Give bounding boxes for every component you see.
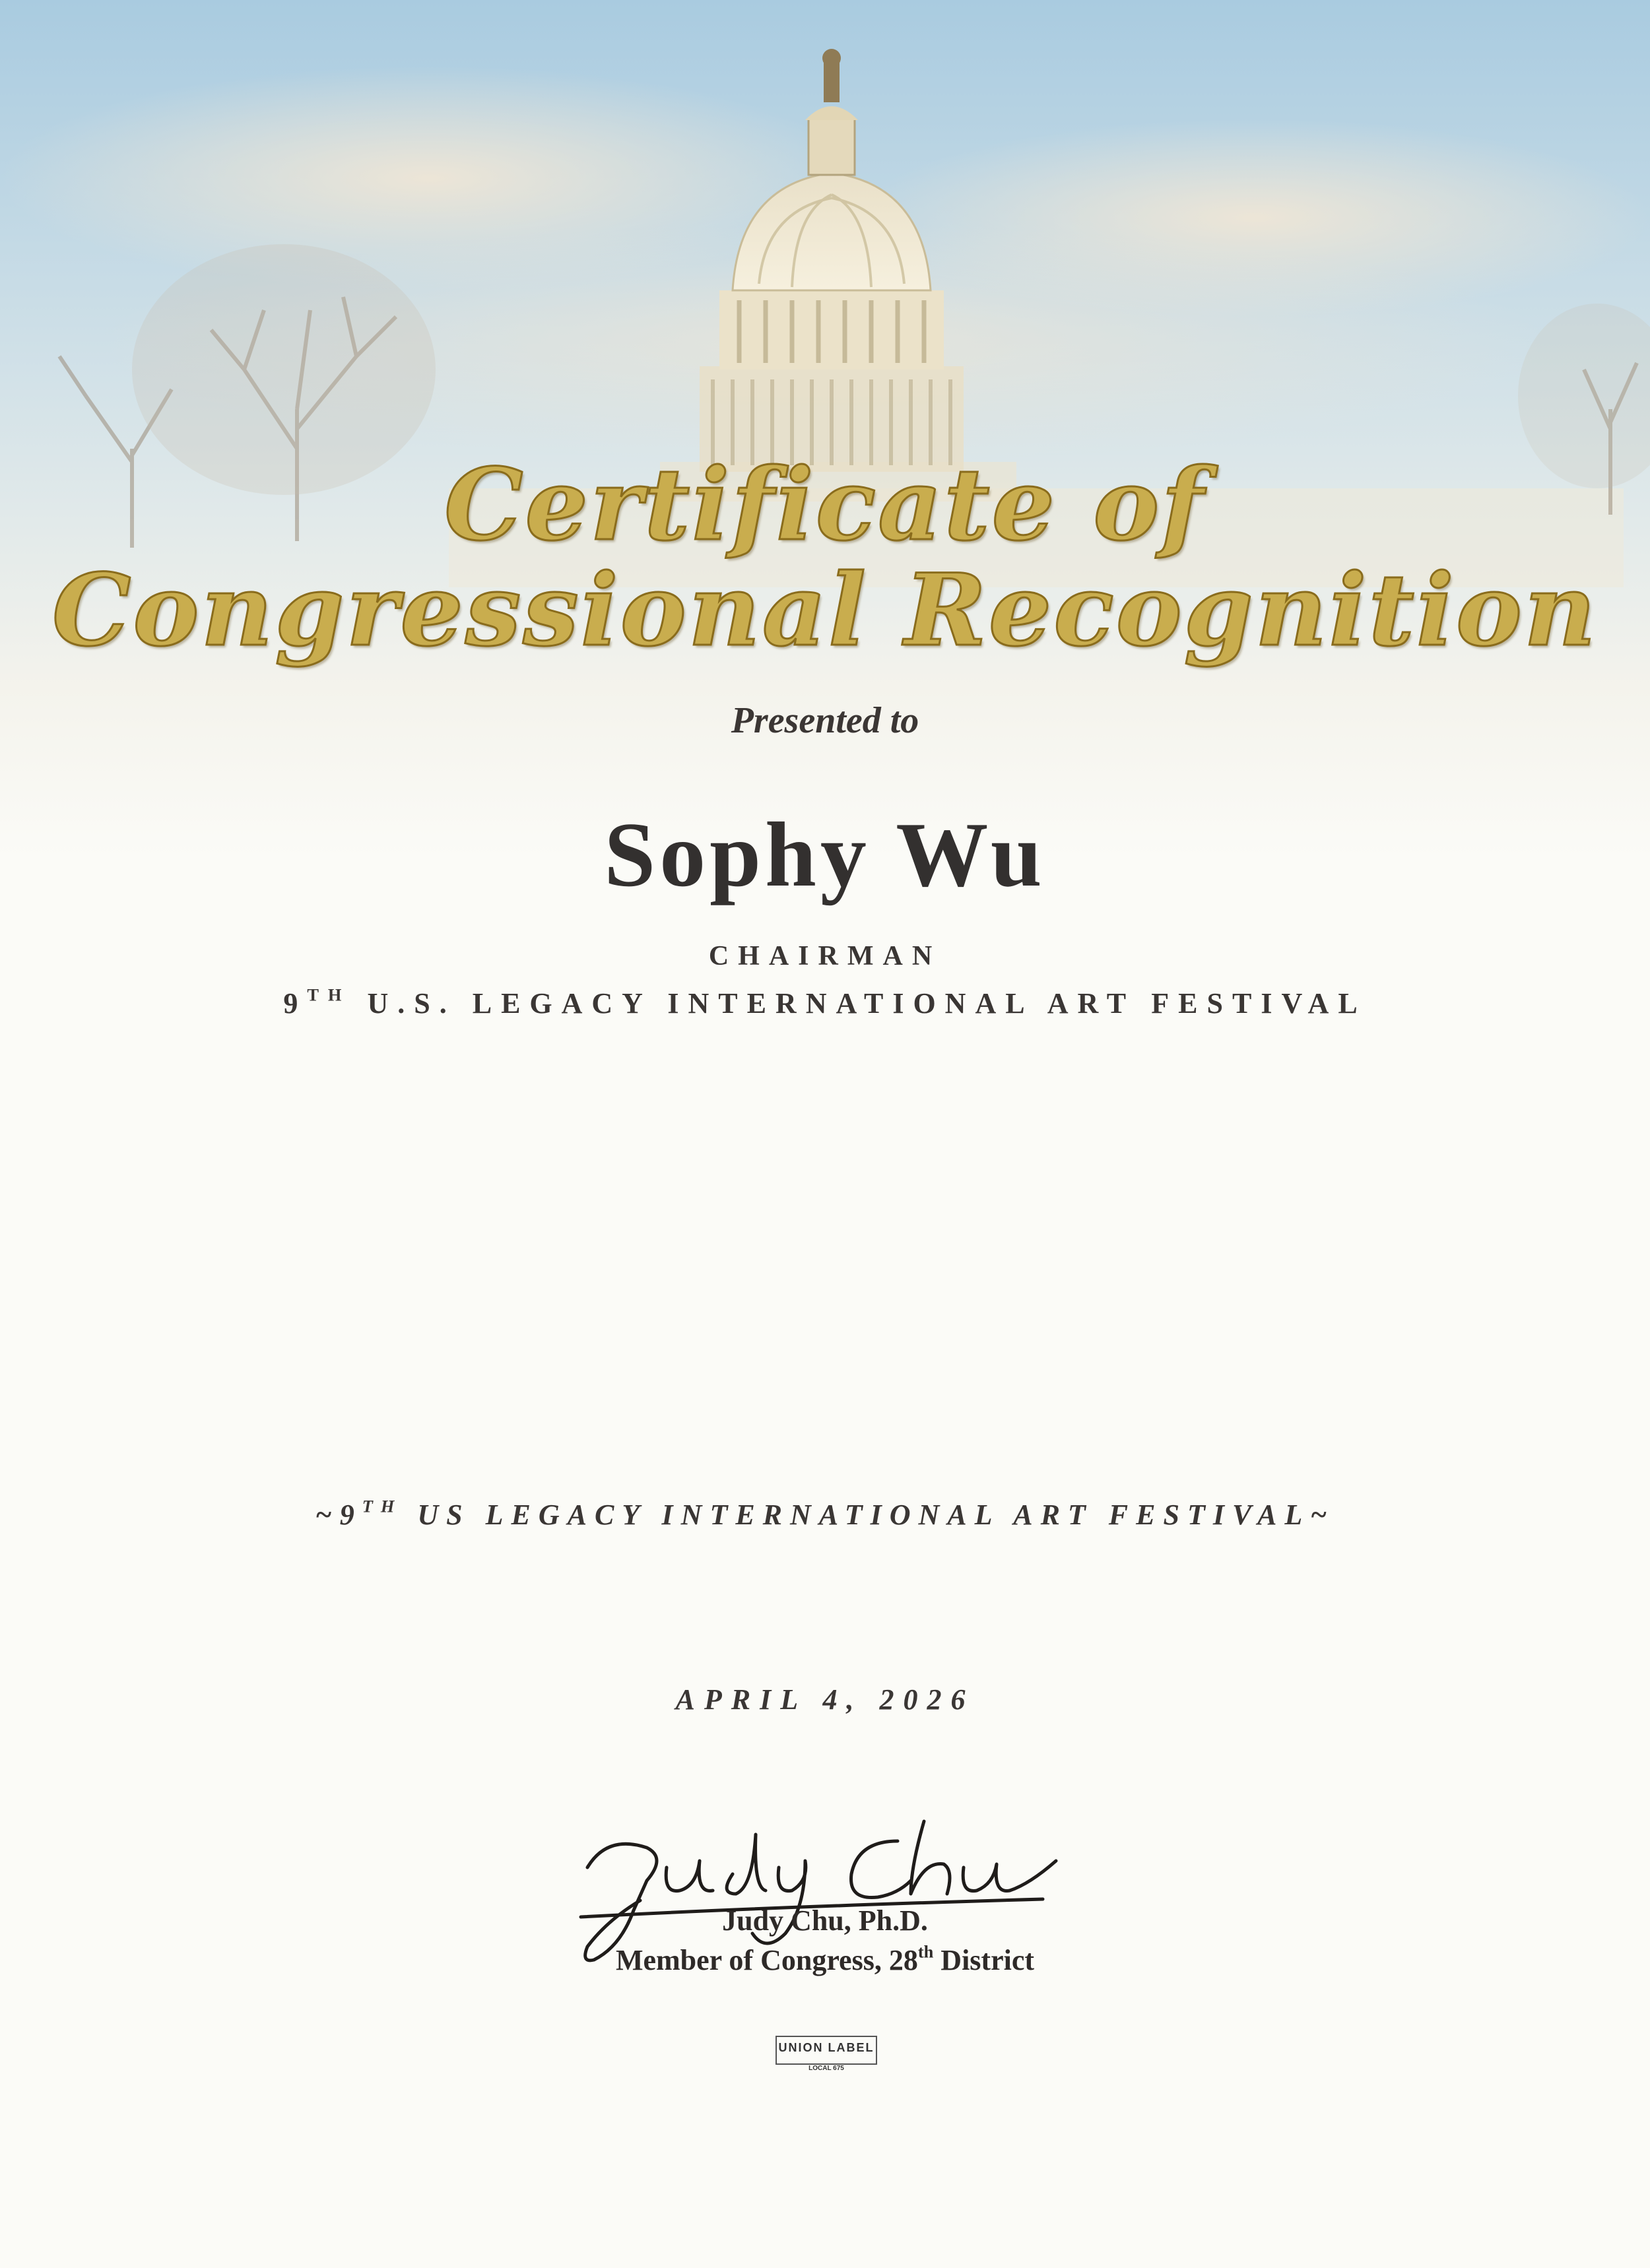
signer-title-suffix: th — [917, 1941, 934, 1962]
festival-banner — [0, 1498, 1650, 1532]
recipient-name: Sophy Wu — [604, 804, 1046, 906]
festival-title — [0, 987, 1650, 1020]
festival-banner-name: US LEGACY INTERNATIONAL ART FESTIVAL~ — [417, 1499, 1335, 1531]
presented-to-label: Presented to — [731, 700, 919, 741]
signer-name: Judy Chu, Ph.D. — [722, 1904, 928, 1937]
festival-ordinal: 9 — [283, 987, 308, 1020]
signer-title — [0, 1943, 1650, 1977]
festival-banner-prefix: ~9 — [315, 1499, 362, 1531]
festival-name: U.S. LEGACY INTERNATIONAL ART FESTIVAL — [367, 987, 1367, 1020]
recipient-role: CHAIRMAN — [708, 941, 942, 971]
union-label-text: UNION LABEL — [778, 2041, 874, 2054]
certificate-title-line-1: Certificate of — [444, 447, 1206, 563]
signer-title-prefix: Member of Congress, 28 — [615, 1944, 918, 1976]
festival-banner-suffix: TH — [362, 1496, 403, 1516]
festival-ordinal-suffix: TH — [307, 985, 351, 1005]
union-label-mark — [776, 2036, 877, 2072]
signer-title-end: District — [933, 1944, 1035, 1976]
signature-mark — [568, 1795, 1069, 1966]
union-local-text: LOCAL 675 — [808, 2065, 844, 2072]
certificate-date: APRIL 4, 2026 — [675, 1683, 975, 1716]
certificate-title-line-2: Congressional Recognition — [52, 552, 1598, 668]
